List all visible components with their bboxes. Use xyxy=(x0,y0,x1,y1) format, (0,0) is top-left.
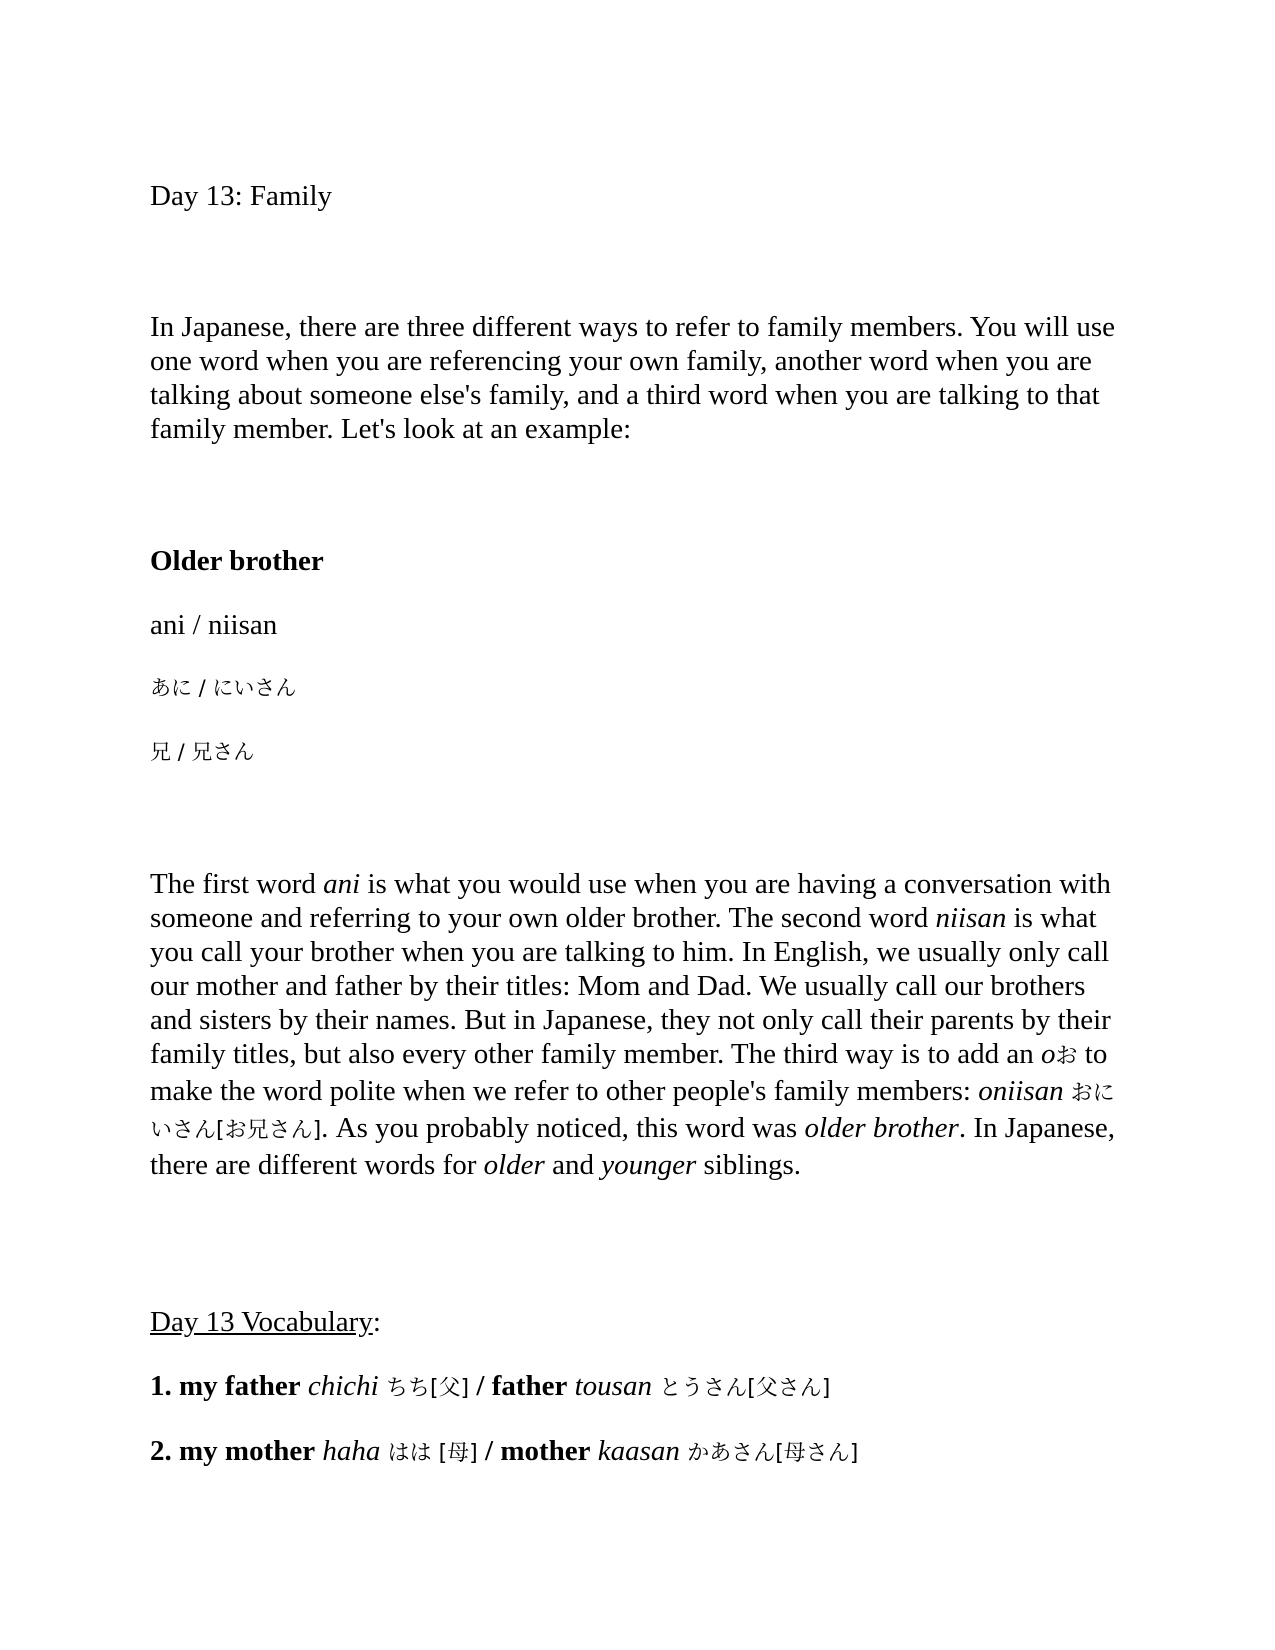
term-ani: ani xyxy=(323,868,361,900)
vocab-romaji: chichi xyxy=(307,1370,379,1402)
vocab-separator: / xyxy=(469,1370,492,1402)
term-o: o xyxy=(1041,1038,1056,1070)
vocab-separator: / xyxy=(477,1435,501,1467)
explanation-text: . As you probably noticed, this word was xyxy=(321,1112,805,1144)
vocabulary-heading-colon: : xyxy=(372,1306,381,1338)
term-older-brother: older brother xyxy=(804,1112,959,1144)
vocab-item xyxy=(150,1369,830,1406)
explanation-paragraph xyxy=(150,867,1130,1182)
vocab-item xyxy=(150,1434,858,1471)
vocab-japanese: とうさん[父さん] xyxy=(659,1376,831,1401)
term-younger: younger xyxy=(601,1149,697,1181)
example-heading: Older brother xyxy=(150,545,324,577)
explanation-text: and xyxy=(544,1149,602,1181)
term-niisan: niisan xyxy=(935,902,1007,934)
term-older: older xyxy=(483,1149,545,1181)
page-title: Day 13: Family xyxy=(150,180,333,212)
term-oniisan: oniisan xyxy=(978,1075,1064,1107)
vocab-english: 2. my mother xyxy=(150,1435,316,1467)
vocab-english: father xyxy=(491,1370,568,1402)
explanation-text: to make the word polite when we refer to other people's family members: xyxy=(150,1038,1108,1107)
example-kana: あに / にいさん xyxy=(150,676,297,700)
vocab-japanese: ちち[父] xyxy=(385,1376,470,1401)
vocab-romaji: haha xyxy=(322,1435,381,1467)
example-kanji: 兄 / 兄さん xyxy=(150,740,255,764)
explanation-text: . In Japanese, there are different words for xyxy=(150,1112,1116,1181)
vocab-romaji: kaasan xyxy=(597,1435,680,1467)
vocab-japanese: はは [母] xyxy=(387,1441,478,1466)
explanation-text: siblings. xyxy=(696,1149,801,1181)
explanation-text: is what you would use when you are having a conversation with someone and referring to your own older brother. The second word xyxy=(150,868,1111,934)
explanation-text: The first word xyxy=(150,868,324,900)
vocabulary-heading-text: Day 13 Vocabulary xyxy=(150,1306,373,1338)
term-o-kana: お xyxy=(1055,1044,1078,1069)
vocabulary-heading xyxy=(150,1305,381,1339)
vocab-japanese: かあさん[母さん] xyxy=(687,1441,859,1466)
vocab-romaji: tousan xyxy=(574,1370,652,1402)
intro-paragraph: In Japanese, there are three different ways to refer to family members. You will use one word when you are referencing your own family, another word when you are talking about someone else's family, and a third word when you are talking to that family member. Let's look at an example: xyxy=(150,311,1116,445)
vocab-english: mother xyxy=(500,1435,591,1467)
example-romaji: ani / niisan xyxy=(150,609,278,641)
vocab-english: 1. my father xyxy=(150,1370,301,1402)
term-oniisan-jp: おにいさん[お兄さん] xyxy=(150,1081,1115,1143)
explanation-text: is what you call your brother when you are talking to him. In English, we usually only call our mother and father by their titles: Mom and Dad. We usually call our brothers and sisters by their names. But in Japanese, they not only call their parents by their family titles, but also every other family member. The third way is to add an xyxy=(150,902,1111,1070)
